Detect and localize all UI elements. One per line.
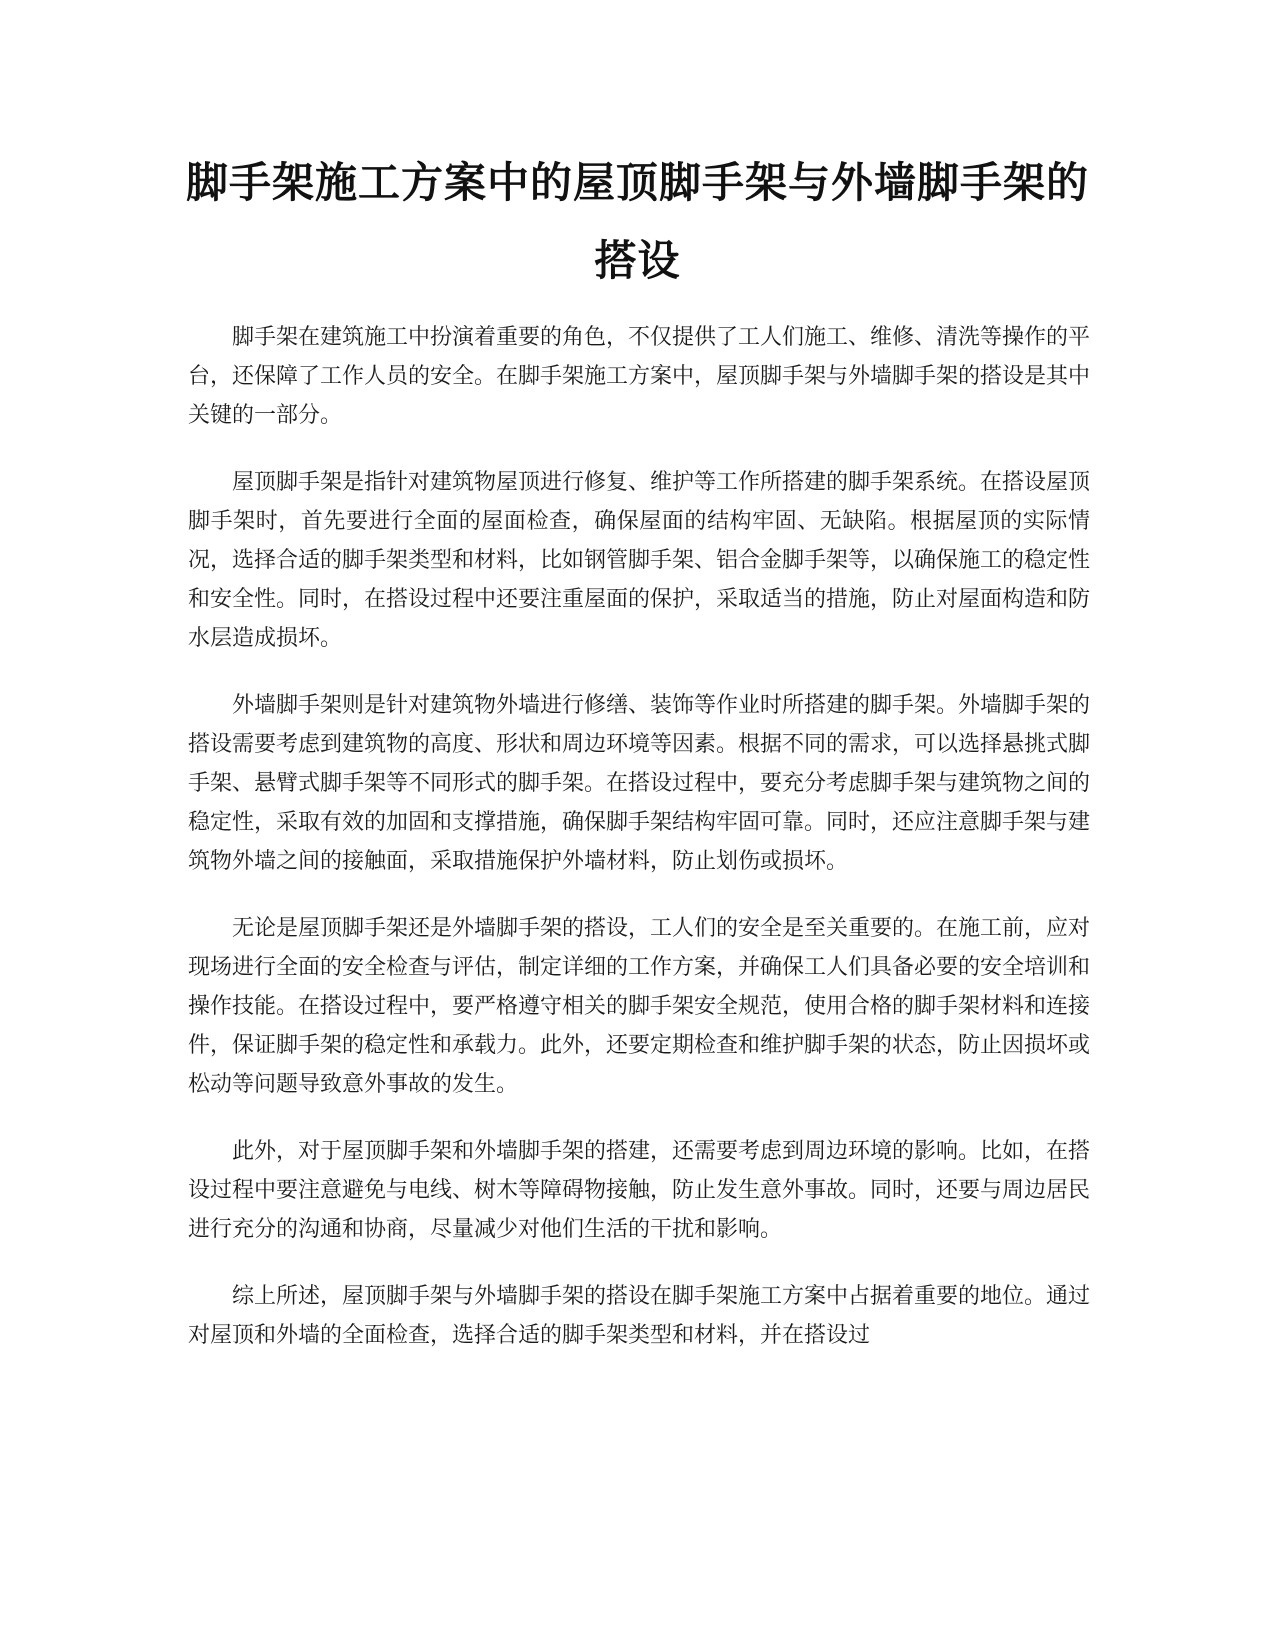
paragraph-roof-scaffold: 屋顶脚手架是指针对建筑物屋顶进行修复、维护等工作所搭建的脚手架系统。在搭设屋顶脚手架时，首先要进行全面的屋面检查，确保屋面的结构牢固、无缺陷。根据屋顶的实际情况，选择合适的脚手架类型和材料，比如钢管脚手架、铝合金脚手架等，以确保施工的稳定性和安全性。同时，在搭设过程中还要注重屋面的保护，采取适当的措施，防止对屋面构造和防水层造成损坏。 xyxy=(188,470,1091,651)
paragraph-summary: 综上所述，屋顶脚手架与外墙脚手架的搭设在脚手架施工方案中占据着重要的地位。通过对屋顶和外墙的全面检查，选择合适的脚手架类型和材料，并在搭设过 xyxy=(188,1284,1091,1348)
paragraph-environment: 此外，对于屋顶脚手架和外墙脚手架的搭建，还需要考虑到周边环境的影响。比如，在搭设过程中要注意避免与电线、树木等障碍物接触，防止发生意外事故。同时，还要与周边居民进行充分的沟通和协商，尽量减少对他们生活的干扰和影响。 xyxy=(188,1139,1091,1242)
paragraph-intro: 脚手架在建筑施工中扮演着重要的角色，不仅提供了工人们施工、维修、清洗等操作的平台，还保障了工作人员的安全。在脚手架施工方案中，屋顶脚手架与外墙脚手架的搭设是其中关键的一部分。 xyxy=(188,325,1091,428)
document-title: 脚手架施工方案中的屋顶脚手架与外墙脚手架的搭设 xyxy=(185,158,1089,285)
paragraph-safety: 无论是屋顶脚手架还是外墙脚手架的搭设，工人们的安全是至关重要的。在施工前，应对现场进行全面的安全检查与评估，制定详细的工作方案，并确保工人们具备必要的安全培训和操作技能。在搭设过程中，要严格遵守相关的脚手架安全规范，使用合格的脚手架材料和连接件，保证脚手架的稳定性和承载力。此外，还要定期检查和维护脚手架的状态，防止因损坏或松动等问题导致意外事故的发生。 xyxy=(188,916,1091,1097)
paragraph-wall-scaffold: 外墙脚手架则是针对建筑物外墙进行修缮、装饰等作业时所搭建的脚手架。外墙脚手架的搭设需要考虑到建筑物的高度、形状和周边环境等因素。根据不同的需求，可以选择悬挑式脚手架、悬臂式脚手架等不同形式的脚手架。在搭设过程中，要充分考虑脚手架与建筑物之间的稳定性，采取有效的加固和支撑措施，确保脚手架结构牢固可靠。同时，还应注意脚手架与建筑物外墙之间的接触面，采取措施保护外墙材料，防止划伤或损坏。 xyxy=(188,693,1091,874)
document-body xyxy=(188,318,1090,1383)
